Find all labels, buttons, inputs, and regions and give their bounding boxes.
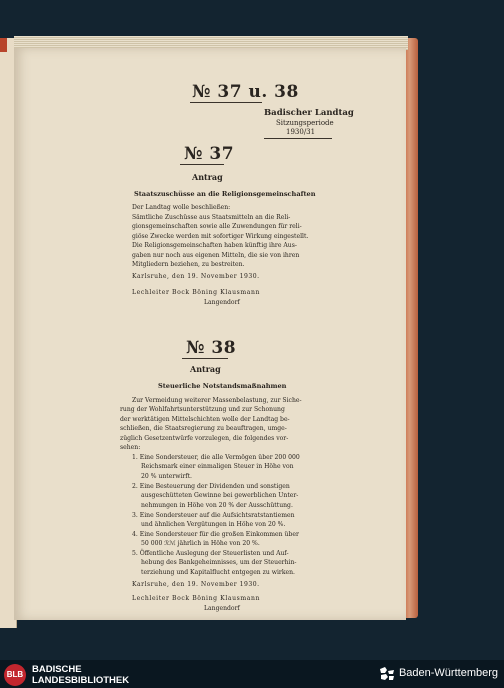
doc38-item-1: 1. Eine Sondersteuer, die alle Vermögen über 200 000	[132, 454, 300, 461]
footer-bar	[0, 660, 504, 688]
doc38-item-2: 2. Eine Besteuerung der Dividenden und sonstigen	[132, 483, 290, 490]
library-name[interactable]	[32, 664, 129, 686]
doc38-item-2-line3: nehmungen in Höhe von 20 % der Ausschüttung.	[141, 501, 293, 509]
publisher-name: Badischer Landtag	[264, 108, 354, 118]
doc37-signers-2: Langendorf	[204, 299, 240, 306]
doc37-title: Staatszuschüsse an die Religionsgemeinschaften	[134, 190, 316, 198]
lions-crest-icon	[378, 665, 396, 683]
doc37-signers: Lechleiter Bock Böning Klausmann	[132, 289, 261, 296]
session-label: Sitzungsperiode	[276, 119, 334, 127]
issue-numbers: № 37 u. 38	[192, 82, 299, 102]
doc38-signers: Lechleiter Bock Böning Klausmann	[132, 595, 261, 602]
doc37-body-3: giöse Zwecke werden mit sofortiger Wirkung eingestellt.	[132, 232, 309, 240]
book-cover-edge	[404, 38, 418, 618]
doc37-body-2: gionsgemeinschaften sowie alle Zuwendungen für reli-	[132, 223, 302, 231]
doc37-body-6: Mitgliedern beziehen, zu bestreiten.	[132, 261, 245, 268]
doc37-body-4: Die Religionsgemeinschaften haben künftig ihre Aus-	[132, 242, 297, 250]
doc38-item-4: 4. Eine Sondersteuer für die großen Einkommen über	[132, 531, 299, 538]
doc38-item-4-line2: 50 000 ℛℳ jährlich in Höhe von 20 %.	[141, 540, 260, 548]
doc38-item-2-line2: ausgeschütteten Gewinne bei gewerblichen Unter-	[141, 492, 299, 500]
doc37-intro: Der Landtag wolle beschließen:	[132, 204, 231, 211]
doc38-date: Karlsruhe, den 19. November 1930.	[132, 581, 260, 588]
doc38-item-3-line2: und ähnlichen Vergütungen in Höhe von 20 %.	[141, 521, 286, 529]
state-name[interactable]: Baden-Württemberg	[398, 667, 498, 679]
doc38-intro-2: rung der Wohlfahrtsunterstützung und zur Schonung	[120, 406, 285, 414]
library-name-line2: LANDESBIBLIOTHEK	[32, 675, 130, 686]
session-years: 1930/31	[286, 128, 316, 136]
doc38-item-1-line3: 20 % unterwirft.	[141, 472, 192, 480]
doc37-body-5: gaben nur noch aus eigenen Mitteln, die sie von ihren	[132, 251, 300, 259]
doc38-signers-2: Langendorf	[204, 605, 240, 612]
doc38-type: Antrag	[190, 364, 221, 374]
doc37-body-1: Sämtliche Zuschüsse aus Staatsmitteln an die Reli-	[132, 214, 291, 221]
doc38-item-5-line3: terziehung und Kapitalflucht entgegen zu wirken.	[141, 568, 295, 576]
doc38-item-5-line2: hebung des Bankgeheimnisses, um der Steuerhin-	[141, 559, 297, 567]
library-name-line1: BADISCHE	[32, 664, 82, 675]
doc38-intro-6: sehen:	[120, 444, 141, 451]
doc38-intro-1: Zur Vermeidung weiterer Massenbelastung, zur Siche-	[132, 397, 302, 404]
doc38-item-5: 5. Öffentliche Auslegung der Steuerlisten und Auf-	[132, 550, 289, 557]
doc38-intro-3: der werktätigen Mittelschichten wolle der Landtag be-	[120, 415, 290, 423]
doc37-date: Karlsruhe, den 19. November 1930.	[132, 273, 260, 280]
library-logo[interactable]: BLB	[4, 664, 26, 686]
doc38-intro-5: züglich Gesetzentwürfe vorzulegen, die folgendes vor-	[120, 434, 289, 442]
doc38-title: Steuerliche Notstandsmaßnahmen	[158, 382, 287, 390]
doc37-type: Antrag	[192, 172, 223, 182]
doc38-number: № 38	[186, 338, 237, 358]
doc38-intro-4: schließen, die Staatsregierung zu beauftragen, umge-	[120, 425, 287, 433]
doc38-item-3: 3. Eine Sondersteuer auf die Aufsichtsratstantiemen	[132, 512, 295, 519]
doc37-number: № 37	[184, 144, 235, 164]
document-page	[14, 48, 406, 620]
doc38-item-1-line2: Reichsmark einer einmaligen Steuer in Höhe von	[141, 463, 294, 471]
